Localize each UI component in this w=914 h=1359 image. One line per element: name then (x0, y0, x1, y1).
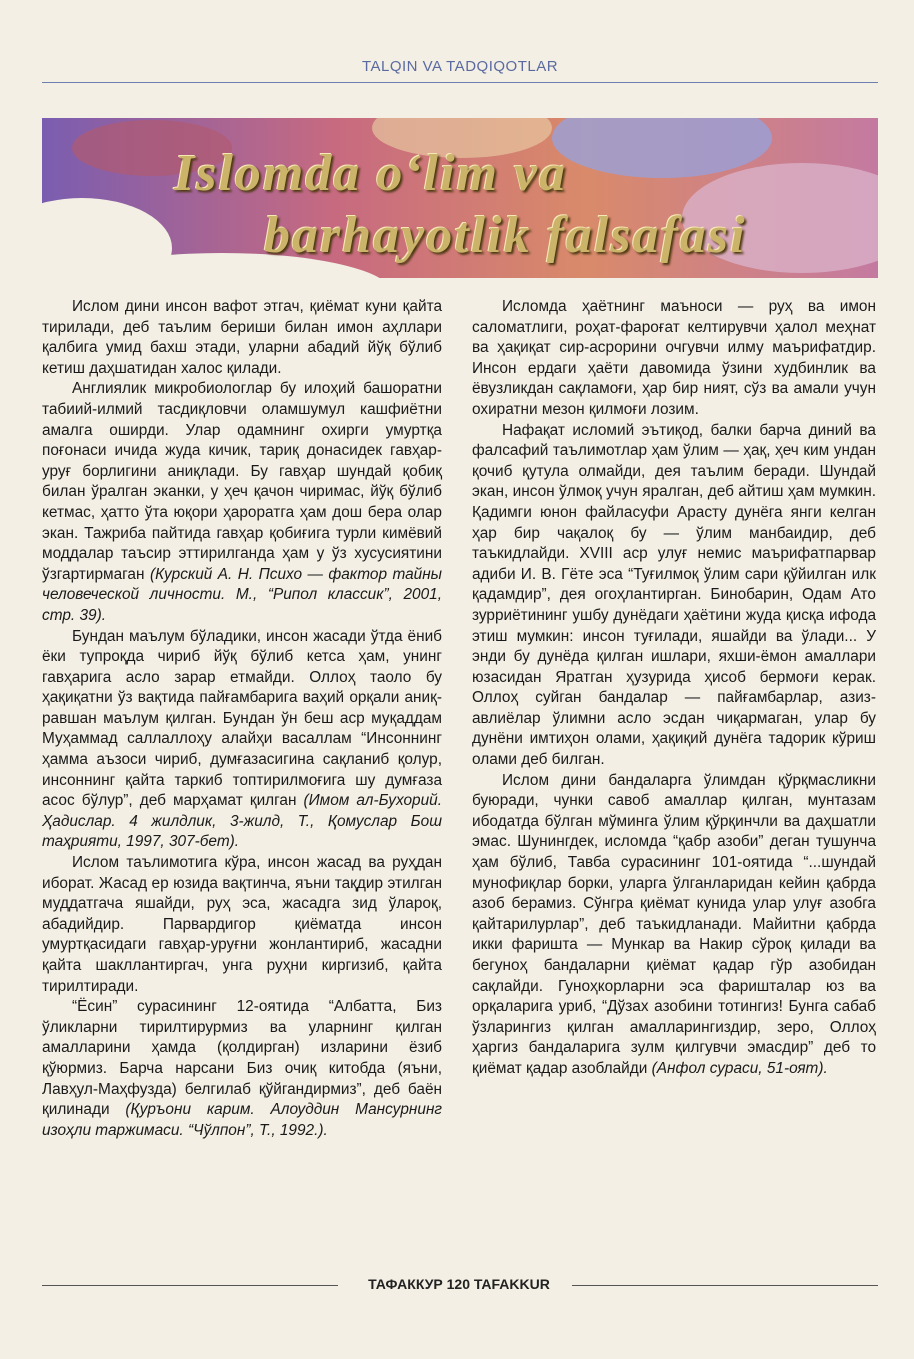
article-title-line1: Islomda o‘lim va (174, 145, 568, 202)
footer-rule-left (42, 1285, 338, 1286)
citation: (Анфол сураси, 51-оят). (651, 1059, 828, 1077)
article-title-line2: barhayotlik falsafasi (264, 207, 747, 264)
footer-text: ТАФАККУР 120 TAFAKKUR (368, 1276, 550, 1292)
paragraph: Англиялик микробиологлар бу илоҳий башоратни табиий-илмий тасдиқловчи оламшумул кашфиётни амалга оширди. Улар одамнинг охирги умуртқа поғонаси ичида жуда кичик, тариқ донасидек гавҳар-уруғ борлигини аниқлади. Бу гавҳар шундай қобиқ билан ўралган эканки, у ҳеч қачон чиримас, йўқ бўлиб кетмас, ҳатто ўта юқори ҳароратга ҳам дош бера олар экан. Тажриба пайтида гавҳар қобиғига турли кимёвий моддалар таъсир эттирилганда ҳам у ўз хусусиятини ўзгартирмаган (Курский А. Н. Психо — фактор тайны человеческой личности. М., “Рипол классик”, 2001, стр. 39). (42, 380, 443, 624)
section-title: TALQIN VA TADQIQOTLAR (361, 58, 559, 75)
paragraph: Ислом дини бандаларга ўлимдан қўрқмасликни буюради, чунки савоб амаллар қилган, мунтазам ибодатда бўлган мўминга ўлим қўрқинчли ва даҳшатли эмас. Шунингдек, исломда “қабр азоби” деган тушунча ҳам бўлиб, Тавба сурасининг 101-оятида “...шундай мунофиқлар борки, уларга ўлганларидан кейин қабрда азоб берамиз. Сўнгра қиёмат кунида улар улуғ азобга қайтарилурлар”, деб таъкидланади. Майитни қабрда икки фаришта — Мункар ва Накир сўроқ қилади ва бегуноҳ бандаларни қиёмат қадар гўр азобидан сақлайди. Гуноҳкорларни эса фаришталар юз ва орқаларига уриб, “Дўзах азобини тотингиз! Бунга сабаб ўзларингиз қилган амалларингиздир, зеро, Оллоҳ ҳаргиз бандаларига зулм қилгувчи эмасдир” деб то қиёмат қадар азоблайди (Анфол сураси, 51-оят). (472, 771, 876, 1077)
title-banner (42, 118, 878, 278)
page-footer (42, 1276, 878, 1296)
paragraph: Бундан маълум бўладики, инсон жасади ўтда ёниб ёки тупроқда чириб йўқ бўлиб кетса ҳам, унинг гавҳарига асло зарар етмайди. Оллоҳ таоло бу ҳақиқатни ўз вақтида пайғамбарига ваҳий орқали аниқ-равшан маълум қилган. Бундан ўн беш аср муқаддам Муҳаммад саллаллоҳу алайҳи васаллам “Инсоннинг ҳамма аъзоси чириб, думғазасигина сақланиб қолур, инсоннинг қайта таркиб топтирилмоғига шу думғаза асос бўлур”, деб марҳамат қилган (Имом ал-Бухорий. Ҳадислар. 4 жилдлик, 3-жилд, Т., Қомуслар Бош таҳрияти, 1997, 307-бет). (42, 627, 442, 851)
left-column (42, 297, 442, 1141)
citation: (Имом ал-Бухорий. Ҳадислар. 4 жилдлик, 3-жилд, Т., Қомуслар Бош таҳрияти, 1997, 307-бет). (42, 792, 442, 851)
right-column (472, 297, 876, 1080)
section-header (42, 58, 878, 83)
citation: (Курский А. Н. Психо — фактор тайны человеческой личности. М., “Рипол классик”, 2001, стр. 39). (42, 565, 443, 624)
citation: (Қуръони карим. Алоуддин Мансурнинг изоҳли таржимаси. “Чўлпон”, Т., 1992.). (42, 1101, 442, 1139)
paragraph: Исломда ҳаётнинг маъноси — руҳ ва имон саломатлиги, роҳат-фароғат келтирувчи ҳалол меҳнат ва ҳақиқат сир-асрорини очгувчи илму маърифатдир. Инсон ердаги ҳаёти давомида ўзини худбинлик ва ёвузликдан сақламоғи, ҳар бир ният, сўз ва амали учун охиратни мезон қилмоғи лозим. (472, 298, 876, 418)
paragraph: Ислом дини инсон вафот этгач, қиёмат куни қайта тирилади, деб таълим бериши билан имон аҳллари қалбига умид бахш этади, уларни абадий йўқ бўлиб кетиш даҳшатидан халос қилади. (42, 298, 442, 377)
paragraph: Ислом таълимотига кўра, инсон жасад ва руҳдан иборат. Жасад ер юзида вақтинча, яъни тақдир этилган муддатгача яшайди, руҳ эса, жасадга зид ўлароқ, абадийдир. Парвардигор қиёматда инсон умуртқасидаги гавҳар-уруғни жонлантириб, жасадни қайта шакллантиргач, унга руҳни киргизиб, қайта тирилтиради. (42, 854, 442, 995)
paragraph: Нафақат исломий эътиқод, балки барча диний ва фалсафий таълимотлар ҳам ўлим — ҳақ, ҳеч ким ундан қочиб қутула олмайди, дея таълим беради. Шундай экан, инсон ўлмоқ учун яралган, деб айтиш ҳам мумкин. Қадимги юнон файласуфи Арасту дунёга янги келган ҳар бир чақалоқ бу — ўлим манбаидир, деб таъкидлайди. XVIII аср улуғ немис маърифатпарвар адиби И. В. Гёте эса “Туғилмоқ ўлим сари қўйилган илк қадамдир”, дея огоҳлантирган. Бинобарин, Одам Ато зурриётининг ушбу дунёдаги ҳаётини жуда қисқа ифода этиш мумкин: инсон туғилади, яшайди ва ўлади... У энди бу дунёда қилган ишлари, яхши-ёмон амаллари юзасидан Яратган ҳузурида ҳисоб бермоғи керак. Оллоҳ суйган бандалар — пайғамбарлар, азиз-авлиёлар ўлимни асло эсдан чиқармаган, улар бу дунёни имтиҳон олами, ҳақиқий дунёга тадорик кўриш олами деб билган. (472, 421, 876, 769)
footer-rule-right (572, 1285, 878, 1286)
paragraph: “Ёсин” сурасининг 12-оятида “Албатта, Биз ўликларни тирилтирурмиз ва уларнинг қилган амалларини ҳамда (қолдирган) изларини ёзиб қўюрмиз. Барча нарсани Биз очиқ китобда (яъни, Лавҳул-Маҳфузда) белгилаб қўйгандирмиз”, деб баён қилинади (Қуръони карим. Алоуддин Мансурнинг изоҳли таржимаси. “Чўлпон”, Т., 1992.). (42, 998, 442, 1139)
